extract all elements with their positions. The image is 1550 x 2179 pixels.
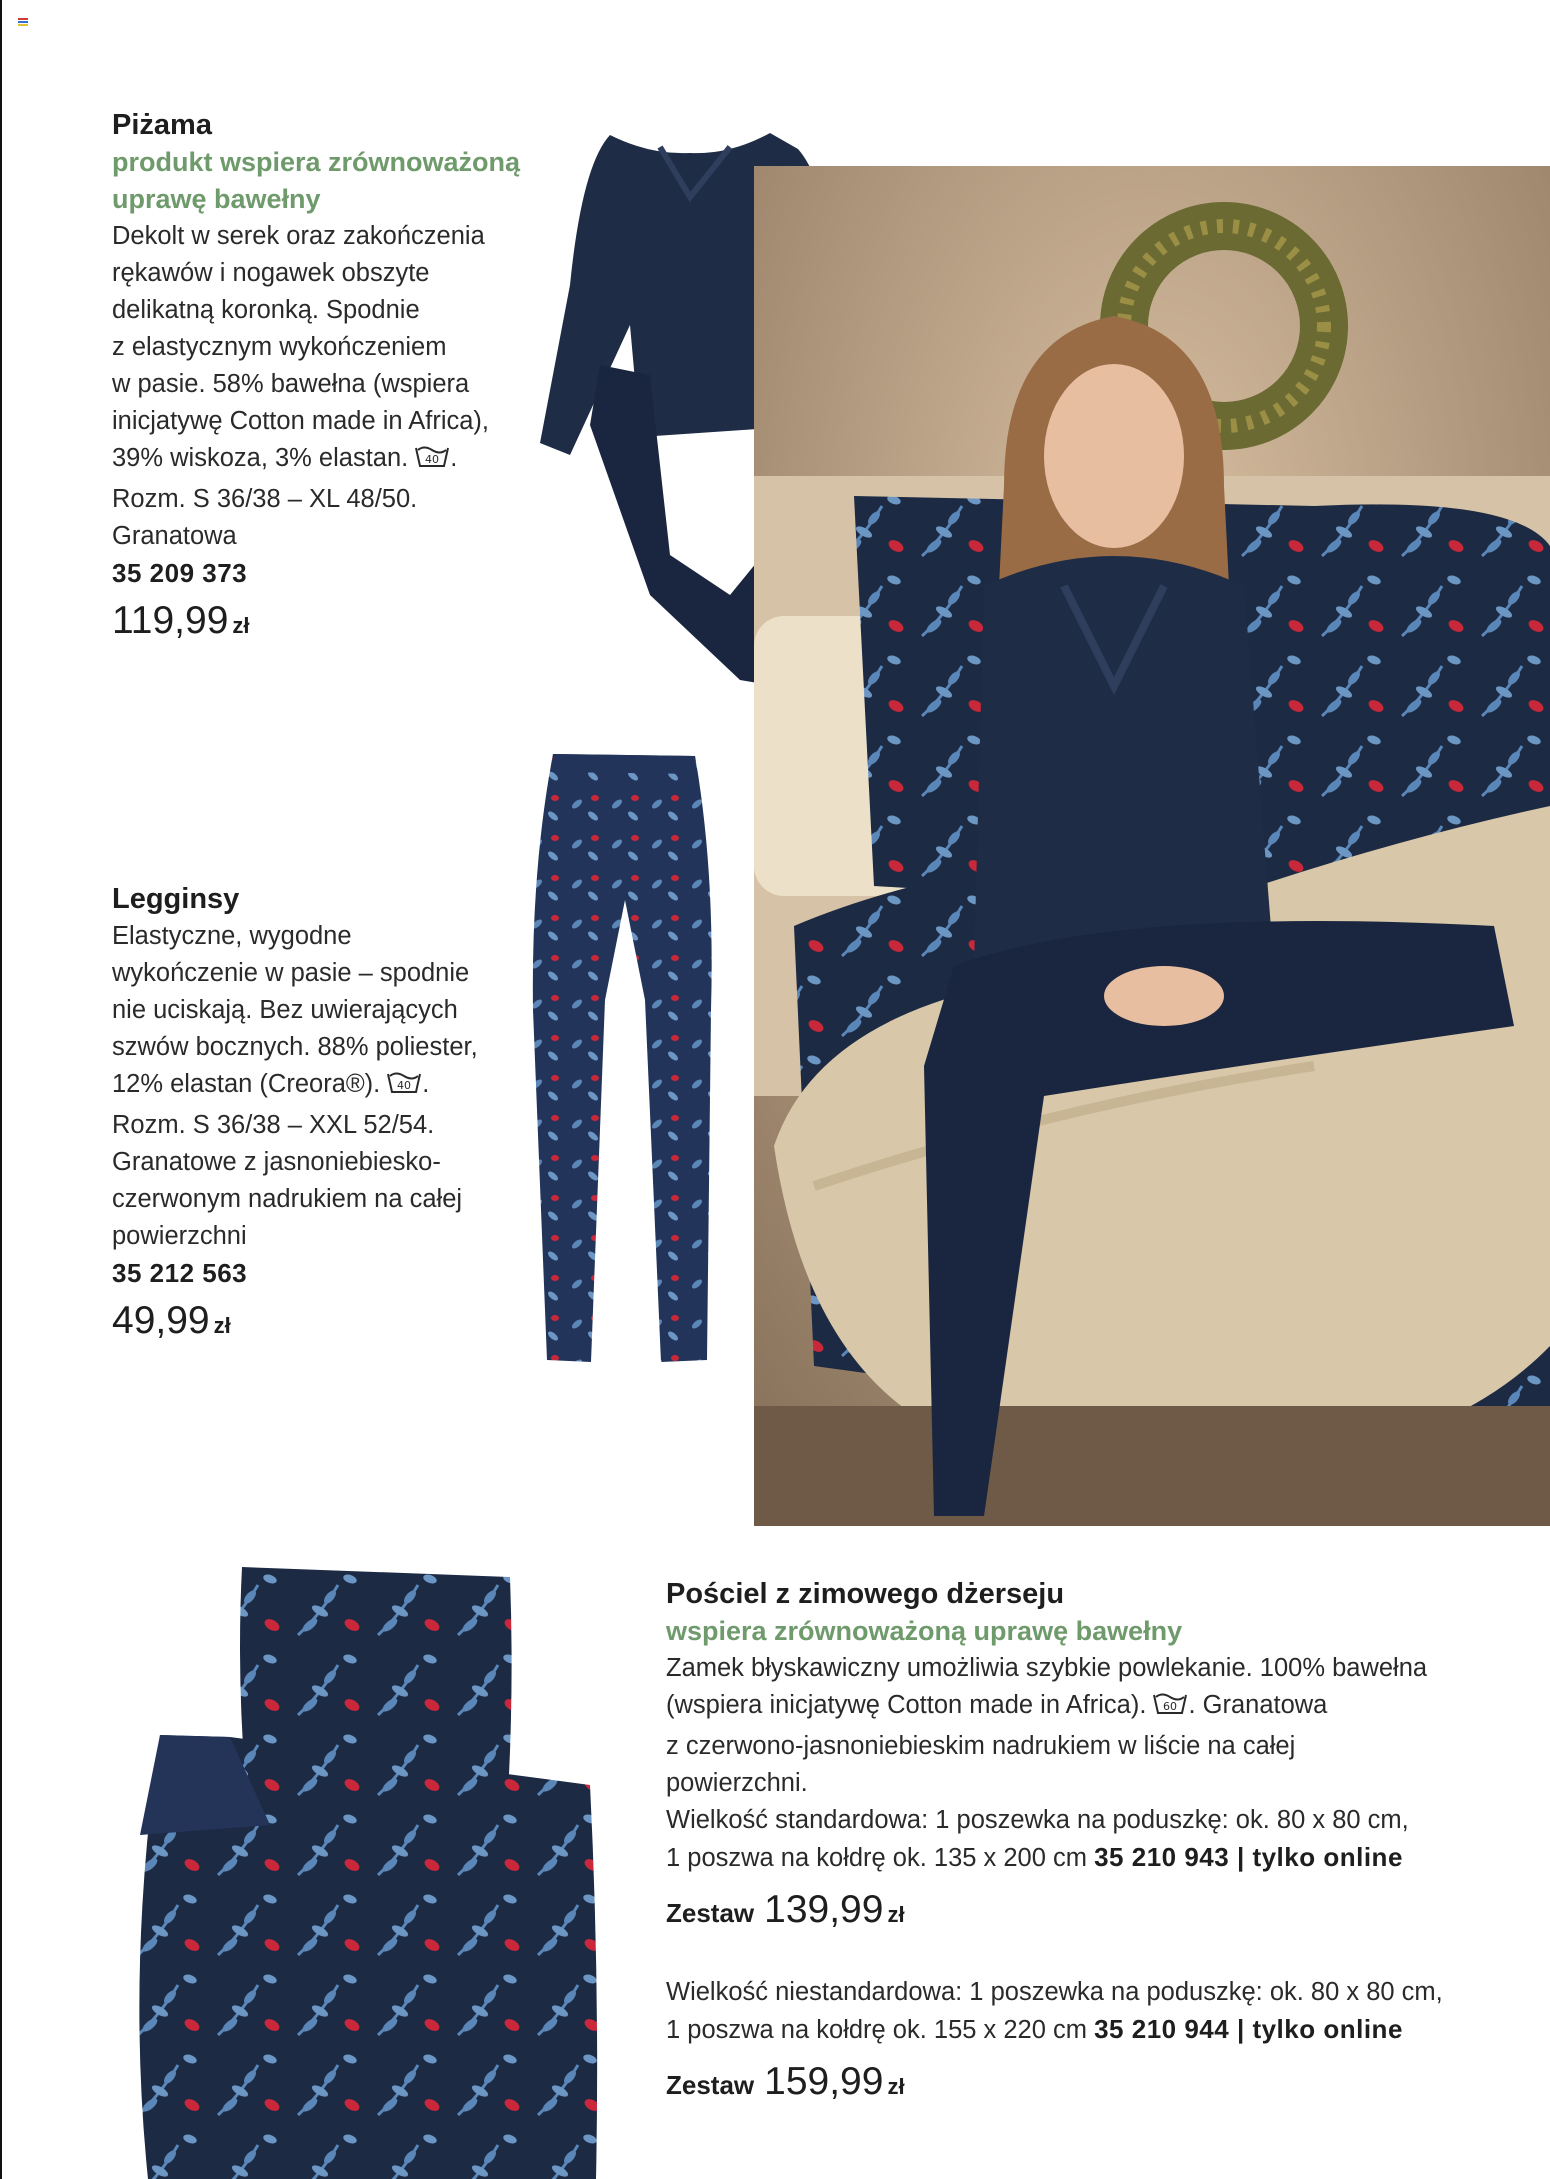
- pizama-desc-1: Dekolt w serek oraz zakończenia: [112, 222, 485, 250]
- posciel-text: [666, 1575, 1546, 2112]
- pizama-text: [112, 106, 572, 651]
- posciel-nonstandard-currency: zł: [887, 2074, 905, 2099]
- posciel-nonstandard-line-1: Wielkość niestandardowa: 1 poszewka na poduszkę: ok. 80 x 80 cm,: [666, 1978, 1443, 2006]
- posciel-standard-price: [666, 1885, 1546, 1940]
- posciel-standard-set-label: Zestaw: [666, 1898, 755, 1928]
- lifestyle-photo: [754, 166, 1550, 1526]
- pizama-desc-4: z elastycznym wykończeniem: [112, 333, 447, 361]
- legginsy-title: Legginsy: [112, 883, 240, 915]
- pizama-price-value: 119,99: [112, 599, 229, 642]
- legginsy-text: [112, 880, 532, 1351]
- wash-40-icon: [386, 1068, 422, 1107]
- leggings-product-image: [525, 750, 725, 1370]
- pizama-price: [112, 596, 572, 651]
- legginsy-color-1: Granatowe z jasnoniebiesko-: [112, 1148, 441, 1176]
- wash-40-icon: [414, 442, 450, 481]
- page-left-border: [0, 0, 2, 2179]
- wash-temp: 60: [1163, 1700, 1178, 1713]
- posciel-nonstandard-article: 35 210 944 | tylko online: [1094, 2014, 1403, 2044]
- wash-temp: 40: [425, 453, 440, 466]
- flag-icon: [18, 18, 28, 26]
- posciel-standard-line-1: Wielkość standardowa: 1 poszewka na poduszkę: ok. 80 x 80 cm,: [666, 1806, 1409, 1834]
- pizama-size: Rozm. S 36/38 – XL 48/50.: [112, 485, 418, 513]
- posciel-nonstandard-price: [666, 2057, 1546, 2112]
- pizama-desc-2: rękawów i nogawek obszyte: [112, 259, 430, 287]
- legginsy-desc-1: Elastyczne, wygodne: [112, 922, 352, 950]
- legginsy-desc-5-text: 12% elastan (Creora®).: [112, 1070, 381, 1098]
- posciel-desc-2-pre: (wspiera inicjatywę Cotton made in Africa).: [666, 1691, 1147, 1719]
- legginsy-desc-3: nie uciskają. Bez uwierających: [112, 996, 458, 1024]
- pizama-desc-7: 39% wiskoza, 3% elastan. 40 .: [112, 440, 572, 481]
- wash-temp: 40: [397, 1079, 412, 1092]
- pizama-desc-3: delikatną koronką. Spodnie: [112, 296, 420, 324]
- legginsy-desc-2: wykończenie w pasie – spodnie: [112, 959, 470, 987]
- pizama-article-number: 35 209 373: [112, 558, 248, 588]
- pizama-color: Granatowa: [112, 522, 237, 550]
- pizama-desc-7-text: 39% wiskoza, 3% elastan.: [112, 444, 409, 472]
- posciel-nonstandard-set-label: Zestaw: [666, 2070, 755, 2100]
- posciel-nonstandard-size: 1 poszwa na kołdrę ok. 155 x 220 cm: [666, 2016, 1087, 2044]
- posciel-standard-line-2: [666, 1839, 1546, 1877]
- posciel-standard-price-value: 139,99: [764, 1888, 884, 1931]
- posciel-desc-2-post: . Granatowa: [1188, 1691, 1328, 1719]
- legginsy-article-number: 35 212 563: [112, 1258, 248, 1288]
- pizama-desc-5: w pasie. 58% bawełna (wspiera: [112, 370, 470, 398]
- legginsy-size: Rozm. S 36/38 – XXL 52/54.: [112, 1111, 435, 1139]
- posciel-desc-2: [666, 1687, 1546, 1728]
- bedding-product-image: [130, 1565, 600, 2179]
- posciel-desc-1: Zamek błyskawiczny umożliwia szybkie powlekanie. 100% bawełna: [666, 1654, 1428, 1682]
- pizama-eco-line-1: produkt wspiera zrównoważoną: [112, 147, 521, 177]
- legginsy-desc-5: 12% elastan (Creora®). 40 .: [112, 1066, 532, 1107]
- legginsy-color-2: czerwonym nadrukiem na całej: [112, 1185, 463, 1213]
- legginsy-price-value: 49,99: [112, 1299, 210, 1342]
- posciel-title: Pościel z zimowego dżerseju: [666, 1578, 1065, 1610]
- pizama-currency: zł: [232, 613, 250, 638]
- posciel-standard-size: 1 poszwa na kołdrę ok. 135 x 200 cm: [666, 1844, 1087, 1872]
- posciel-standard-article: 35 210 943 | tylko online: [1094, 1842, 1403, 1872]
- posciel-desc-4: powierzchni.: [666, 1769, 808, 1797]
- posciel-nonstandard-line-2: [666, 2011, 1546, 2049]
- legginsy-color-3: powierzchni: [112, 1222, 247, 1250]
- posciel-desc-3: z czerwono-jasnoniebieskim nadrukiem w liście na całej: [666, 1732, 1296, 1760]
- pizama-eco-line-2: uprawę bawełny: [112, 184, 321, 214]
- posciel-nonstandard-price-value: 159,99: [764, 2060, 884, 2103]
- wash-60-icon: [1152, 1689, 1188, 1728]
- legginsy-price: [112, 1296, 532, 1351]
- posciel-eco: wspiera zrównoważoną uprawę bawełny: [666, 1616, 1183, 1646]
- posciel-standard-currency: zł: [887, 1902, 905, 1927]
- legginsy-desc-4: szwów bocznych. 88% poliester,: [112, 1033, 478, 1061]
- pizama-title: Piżama: [112, 109, 212, 141]
- pizama-desc-6: inicjatywę Cotton made in Africa),: [112, 407, 489, 435]
- legginsy-currency: zł: [213, 1313, 231, 1338]
